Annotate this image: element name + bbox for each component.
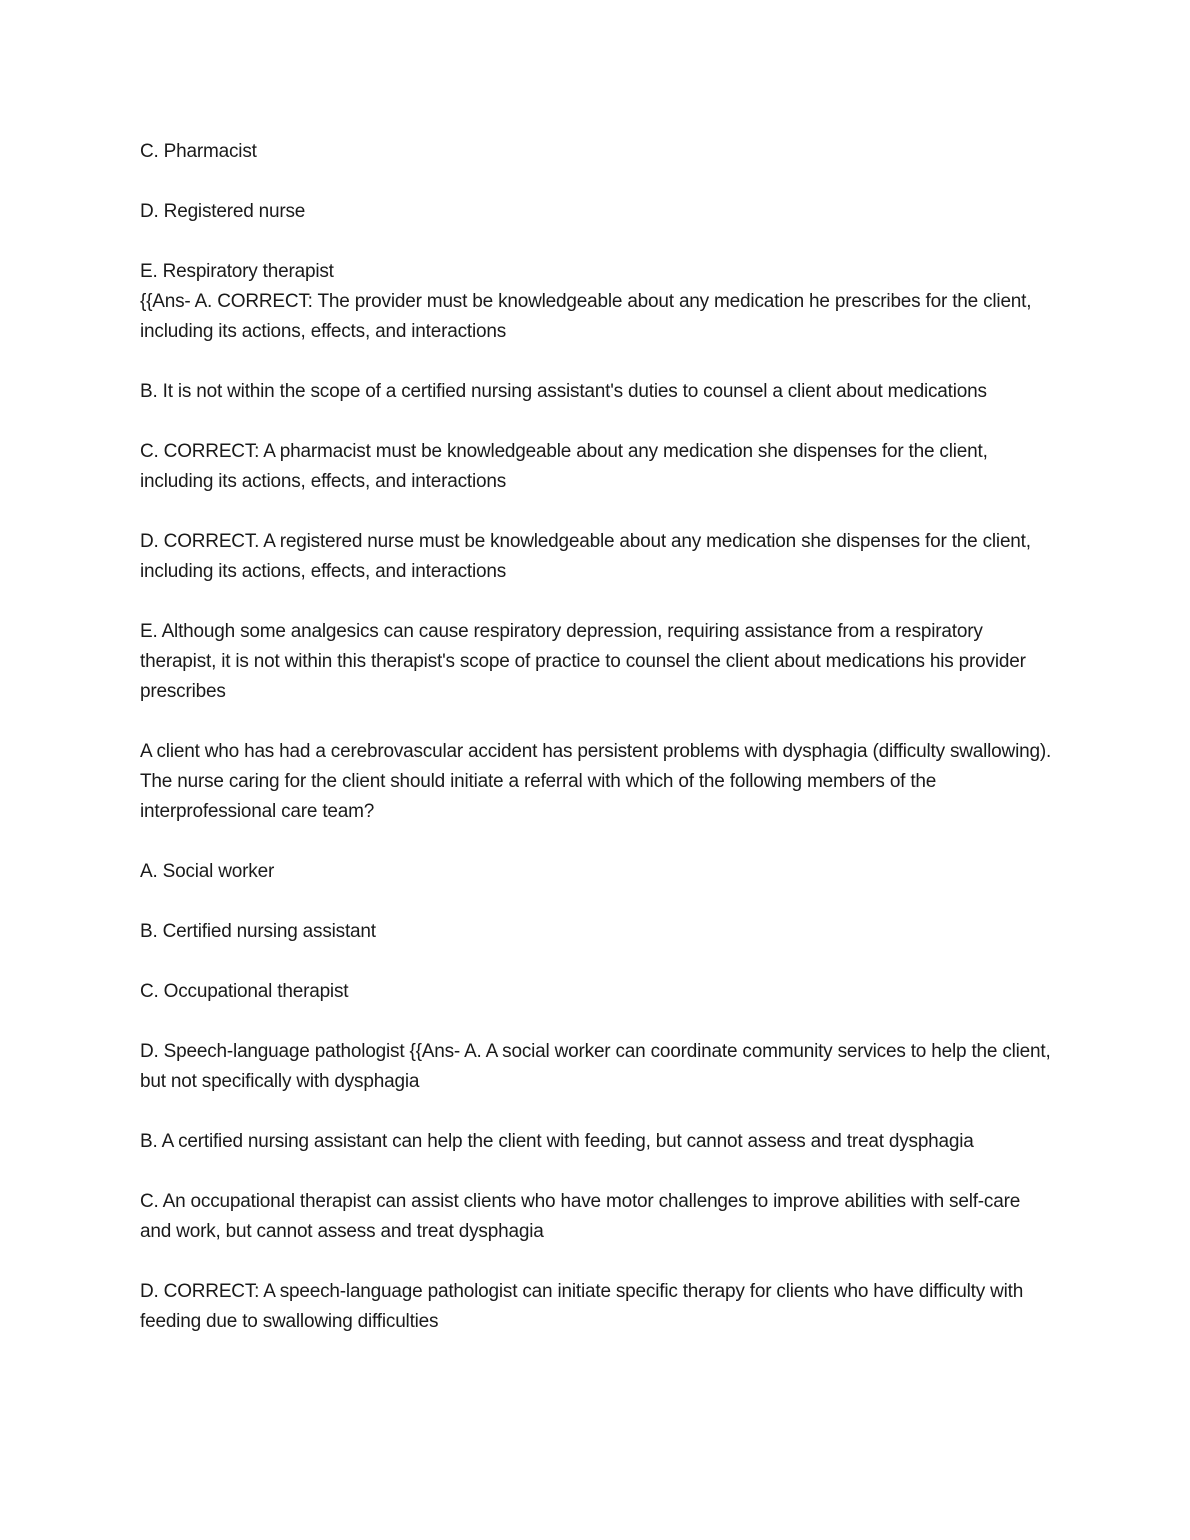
rationale-d-speech-language-pathologist: D. CORRECT: A speech-language pathologist can initiate specific therapy for clients who have difficulty with feeding due to swallowing difficulties [140, 1281, 1024, 1332]
option-d-registered-nurse: D. Registered nurse [140, 201, 306, 222]
answer-c-rationale: C. CORRECT: A pharmacist must be knowledgeable about any medication she dispenses for the client, including its actions, effects, and interactions [140, 441, 988, 492]
answer-b-rationale: B. It is not within the scope of a certified nursing assistant's duties to counsel a client about medications [140, 381, 987, 402]
rationale-c-occupational-therapist: C. An occupational therapist can assist clients who have motor challenges to improve abilities with self-care and work, but cannot assess and treat dysphagia [140, 1191, 1021, 1242]
option-d-speech-language-pathologist: D. Speech-language pathologist {{Ans- A. A social worker can coordinate community services to help the client, but not specifically with dysphagia [140, 1041, 1051, 1092]
question-dysphagia: A client who has had a cerebrovascular accident has persistent problems with dysphagia (difficulty swallowing). The nurse caring for the client should initiate a referral with which of the following members of the interprofessional care team? [140, 741, 1052, 822]
answer-a-rationale: {{Ans- A. CORRECT: The provider must be knowledgeable about any medication he prescribes for the client, including its actions, effects, and interactions [140, 291, 1032, 342]
document-page [140, 137, 1052, 1367]
rationale-b-nursing-assistant: B. A certified nursing assistant can help the client with feeding, but cannot assess and treat dysphagia [140, 1131, 974, 1152]
option-b-certified-nursing-assistant: B. Certified nursing assistant [140, 921, 376, 942]
answer-d-rationale: D. CORRECT. A registered nurse must be knowledgeable about any medication she dispenses for the client, including its actions, effects, and interactions [140, 531, 1031, 582]
option-e-respiratory-therapist: E. Respiratory therapist [140, 261, 334, 282]
option-a-social-worker: A. Social worker [140, 861, 275, 882]
option-c-occupational-therapist: C. Occupational therapist [140, 981, 349, 1002]
answer-e-rationale: E. Although some analgesics can cause respiratory depression, requiring assistance from a respiratory therapist, it is not within this therapist's scope of practice to counsel the client about medications his provider prescribes [140, 621, 1026, 702]
option-c-pharmacist: C. Pharmacist [140, 141, 257, 162]
